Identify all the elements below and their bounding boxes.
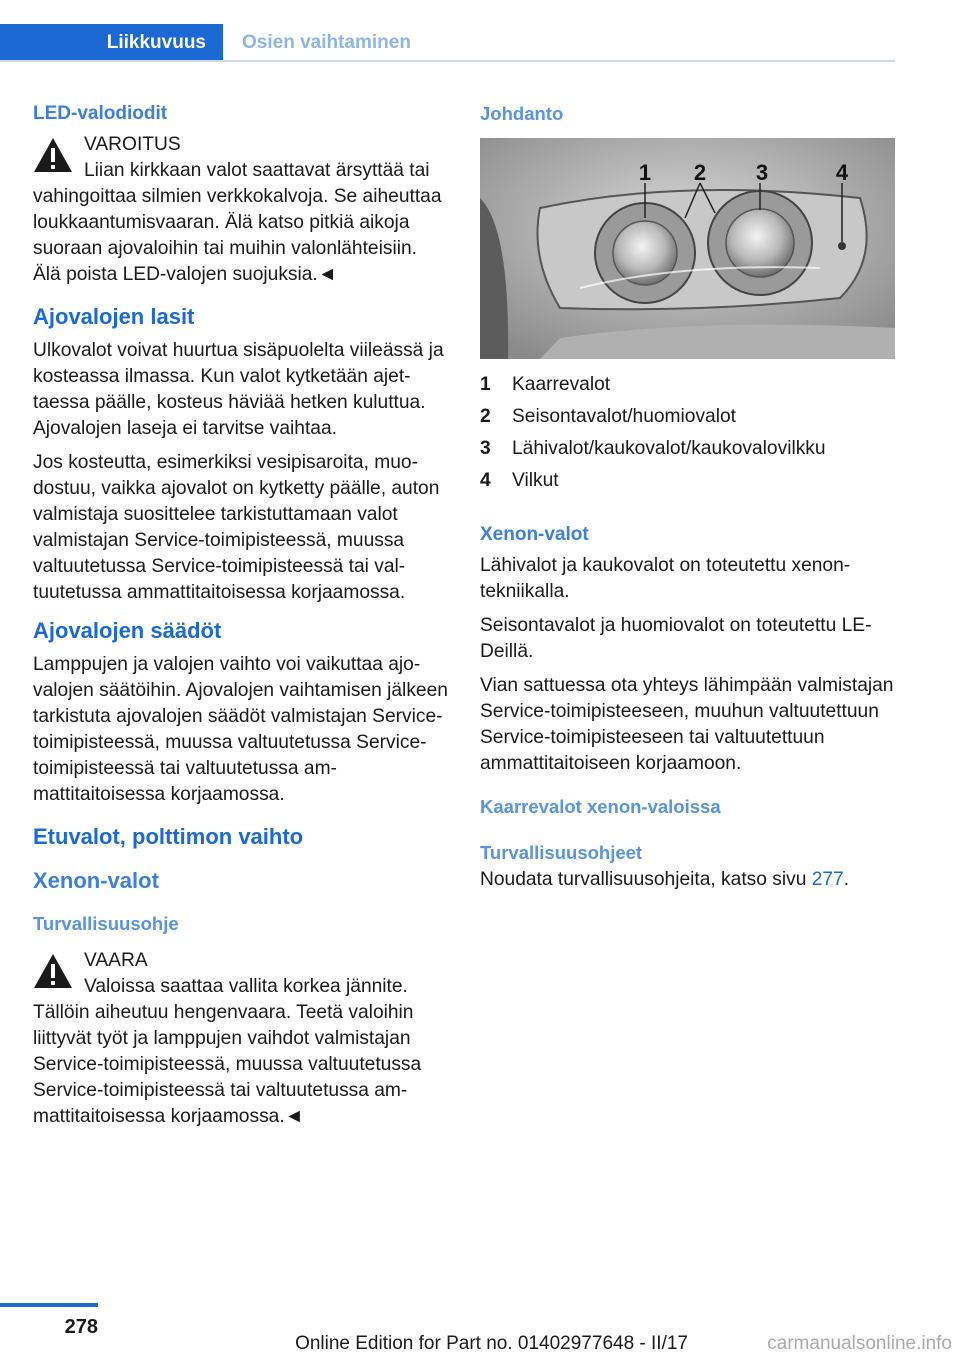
legend-text: Vilkut bbox=[512, 470, 559, 491]
front-lights-heading: Etuvalot, polttimon vaihto bbox=[33, 824, 304, 849]
safety-text: Noudata turvallisuusohjeita, katso sivu bbox=[480, 869, 812, 890]
adjust-heading: Ajovalojen säädöt bbox=[33, 618, 222, 643]
photo-label-4: 4 bbox=[835, 160, 849, 185]
tab-osien-vaihtaminen[interactable]: Osien vaihtaminen bbox=[242, 32, 411, 53]
warning-box-vaara bbox=[33, 948, 448, 1130]
left-column bbox=[33, 100, 448, 1138]
page-number-bar bbox=[0, 1303, 98, 1307]
warning-triangle-icon bbox=[33, 952, 73, 990]
legend-number: 4 bbox=[480, 470, 491, 491]
lenses-heading: Ajovalojen lasit bbox=[33, 304, 195, 329]
headlight-photo bbox=[480, 138, 895, 359]
headlight-legend bbox=[480, 369, 895, 497]
legend-number: 1 bbox=[480, 374, 491, 395]
safety-paragraph bbox=[480, 867, 895, 893]
edition-note: Online Edition for Part no. 01402977648 - II/17 bbox=[295, 1333, 688, 1354]
page-link-277[interactable]: 277 bbox=[811, 869, 844, 890]
warning-text: Liian kirkkaan valot saattavat ärsyttää tai vahingoittaa silmien verkkokalvoja. Se aiheuttaa loukkaantumisvaaran. Älä katso pitkiä aikoja suoraan ajovaloihin tai muihin valonlähteisiin. Älä poista LED-valojen suojuksia.◄ bbox=[33, 160, 442, 285]
xenon-paragraph-1: Lähivalot ja kaukovalot on toteutettu xenontekniikalla. bbox=[480, 555, 851, 602]
legend-text: Lähivalot/kaukovalot/kaukovalovilkku bbox=[512, 438, 826, 459]
legend-item bbox=[480, 433, 895, 465]
intro-heading: Johdanto bbox=[480, 103, 564, 124]
lenses-paragraph-2: Jos kosteutta, esimerkiksi vesipisaroita, muodostuu, vaikka ajovalot on kytketty päälle, auton valmistaja suosittelee tarkistuttamaan valot valmistajan Service-toimipisteessä, muussa valtuutetussa Service-toimipisteessä tai valtuutetussa ammattitaitoisessa korjaamossa. bbox=[33, 452, 440, 603]
tabbar-underline bbox=[0, 60, 895, 62]
legend-item bbox=[480, 369, 895, 401]
page-number: 278 bbox=[64, 1316, 98, 1338]
legend-number: 3 bbox=[480, 438, 491, 459]
xenon-paragraph-3: Vian sattuessa ota yhteys lähimpään valmistajan Service-toimipisteeseen, muuhun valtuutettuun Service-toimipisteeseen tai valtuutettuun ammattitaitoiseen korjaamoon. bbox=[480, 675, 894, 774]
danger-label: VAARA bbox=[84, 950, 148, 971]
lenses-paragraph-1: Ulkovalot voivat huurtua sisäpuolelta viileässä ja kosteassa ilmassa. Kun valot kytketään ajettaessa päälle, kosteus häviää hetken kuluttua. Ajovalojen laseja ei tarvitse vaihtaa. bbox=[33, 340, 444, 439]
photo-label-1: 1 bbox=[638, 160, 652, 185]
legend-text: Kaarrevalot bbox=[512, 374, 611, 395]
xenon-heading-right: Xenon-valot bbox=[480, 524, 589, 545]
warning-box-varoitus bbox=[33, 132, 448, 288]
watermark: carmanualsonline.info bbox=[767, 1333, 952, 1354]
legend-text: Seisontavalot/huomiovalot bbox=[512, 406, 736, 427]
photo-label-2: 2 bbox=[693, 160, 707, 185]
safety-text-end: . bbox=[843, 869, 850, 890]
adjust-paragraph: Lamppujen ja valojen vaihto voi vaikuttaa ajovalojen säätöihin. Ajovalojen vaihtamisen jälkeen tarkistuta ajovalojen säädöt valmistajan Service-toimipisteessä, muussa valtuutetussa Service-toimipisteessä tai valtuutetussa ammattitaitoisessa korjaamossa. bbox=[33, 654, 448, 805]
legend-item bbox=[480, 465, 895, 497]
curve-lights-heading: Kaarrevalot xenon-valoissa bbox=[480, 796, 721, 817]
xenon-paragraph-2: Seisontavalot ja huomiovalot on toteutettu LEDeillä. bbox=[480, 615, 872, 662]
xenon-heading-left: Xenon-valot bbox=[33, 868, 159, 893]
led-heading: LED-valodiodit bbox=[33, 103, 168, 124]
tab-liikkuvuus[interactable]: Liikkuvuus bbox=[0, 24, 223, 62]
warning-label: VAROITUS bbox=[84, 134, 181, 155]
safety-heading-left: Turvallisuusohje bbox=[33, 913, 179, 934]
photo-label-3: 3 bbox=[755, 160, 769, 185]
warning-triangle-icon bbox=[33, 136, 73, 174]
header-tabbar bbox=[0, 24, 895, 62]
legend-item bbox=[480, 401, 895, 433]
danger-text: Valoissa saattaa vallita korkea jännite. Tällöin aiheutuu hengenvaara. Teetä valoihin liittyvät työt ja lamppujen vaihdot valmistajan Service-toimipisteessä, muussa valtuutetussa Service-toimipisteessä tai valtuutetussa ammattitaitoisessa korjaamossa.◄ bbox=[33, 976, 422, 1127]
safety-heading-right: Turvallisuusohjeet bbox=[480, 842, 643, 863]
right-column bbox=[480, 100, 895, 901]
legend-number: 2 bbox=[480, 406, 491, 427]
